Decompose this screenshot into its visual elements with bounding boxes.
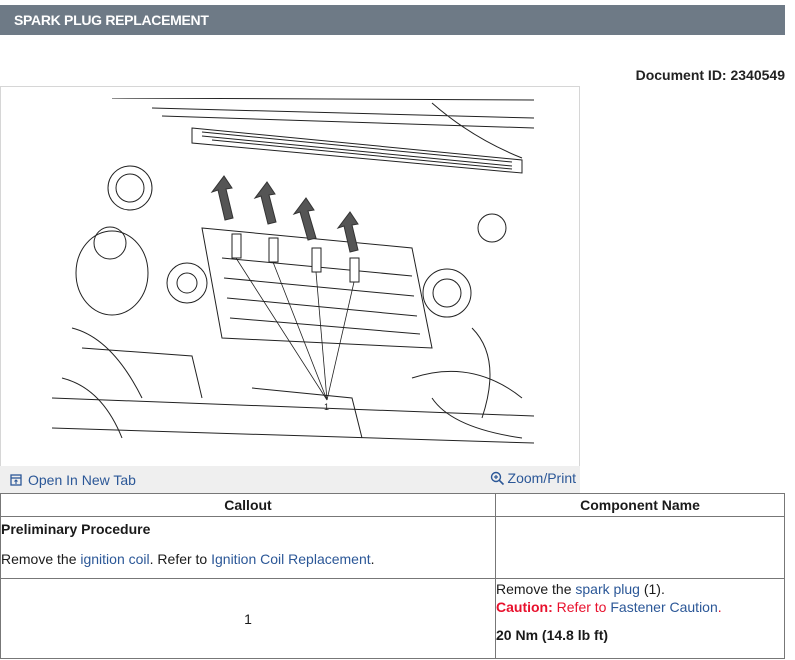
- caution-end: .: [717, 599, 722, 615]
- step-text: (1).: [639, 581, 665, 597]
- component-cell: [496, 579, 785, 659]
- preliminary-empty-cell: [496, 517, 785, 579]
- engine-illustration[interactable]: [52, 98, 534, 456]
- spark-plug-link[interactable]: spark plug: [575, 581, 640, 597]
- zoom-icon: [490, 471, 505, 486]
- open-in-new-tab-link[interactable]: [10, 472, 136, 488]
- callout-number: 1: [324, 402, 330, 412]
- preliminary-text: [1, 551, 495, 567]
- caution-text: Refer to: [552, 599, 611, 615]
- open-new-tab-icon: [10, 474, 22, 486]
- spark-plug-4: [350, 258, 359, 282]
- caution-line: [496, 599, 784, 615]
- remove-step: [496, 581, 784, 597]
- preliminary-cell: [1, 517, 496, 579]
- torque-spec: 20 Nm (14.8 lb ft): [496, 627, 609, 643]
- ignition-coil-link[interactable]: ignition coil: [80, 551, 150, 567]
- preliminary-text-part: . Refer to: [149, 551, 212, 567]
- spark-plug-2: [269, 238, 278, 262]
- preliminary-text-part: .: [370, 551, 375, 567]
- page-title-bar: [0, 5, 785, 35]
- fastener-caution-link[interactable]: Fastener Caution: [610, 599, 718, 615]
- callout-cell: 1: [1, 579, 496, 659]
- zoom-print-label: Zoom/Print: [507, 470, 576, 486]
- open-in-new-tab-label: Open In New Tab: [28, 472, 136, 488]
- procedure-table: [0, 493, 785, 659]
- zoom-print-link[interactable]: [490, 470, 576, 486]
- document-id: Document ID: 2340549: [635, 67, 785, 83]
- header-callout: Callout: [1, 494, 496, 517]
- table-header-row: [1, 494, 785, 517]
- preliminary-row: [1, 517, 785, 579]
- page-title: SPARK PLUG REPLACEMENT: [14, 12, 209, 28]
- preliminary-text-part: Remove the: [1, 551, 81, 567]
- table-row: [1, 579, 785, 659]
- ignition-coil-replacement-link[interactable]: Ignition Coil Replacement: [211, 551, 371, 567]
- spark-plug-1: [232, 234, 241, 258]
- step-text: Remove the: [496, 581, 576, 597]
- preliminary-title: Preliminary Procedure: [1, 521, 151, 537]
- caution-label: Caution:: [496, 599, 553, 615]
- header-component-name: Component Name: [496, 494, 785, 517]
- spark-plug-3: [312, 248, 321, 272]
